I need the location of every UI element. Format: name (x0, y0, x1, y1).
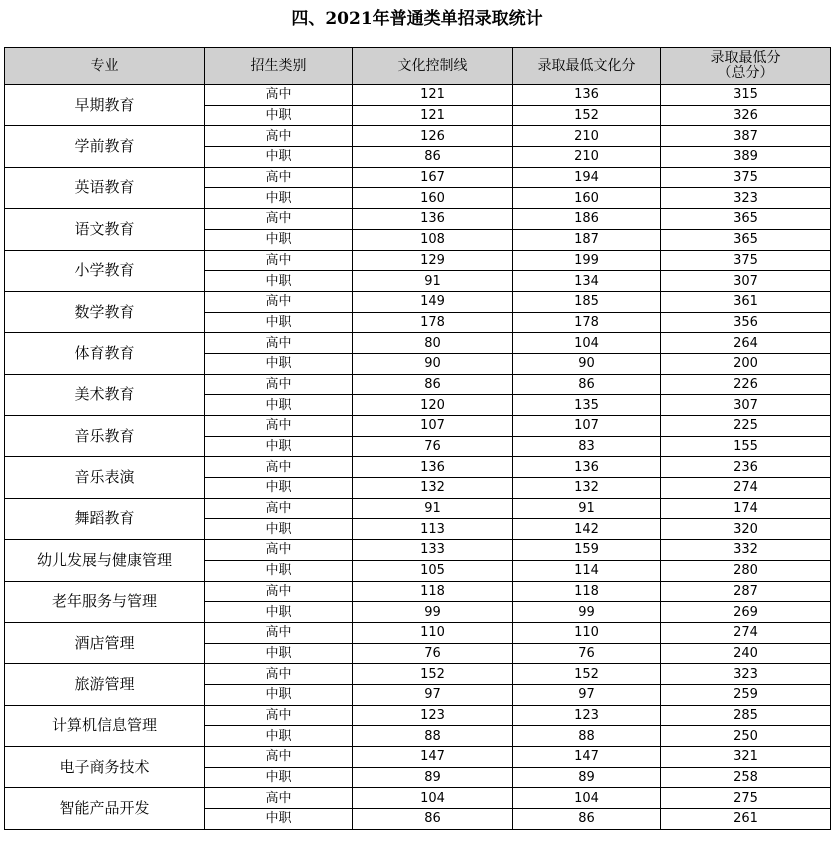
category-cell: 高中 (205, 374, 353, 395)
control-line-cell: 121 (353, 85, 513, 106)
control-line-cell: 160 (353, 188, 513, 209)
header-min-total-line1: 录取最低分 (710, 50, 781, 66)
category-cell: 高中 (205, 457, 353, 478)
control-line-cell: 152 (353, 664, 513, 685)
min-culture-cell: 90 (513, 353, 661, 374)
min-total-cell: 285 (661, 705, 831, 726)
min-total-cell: 307 (661, 395, 831, 416)
control-line-cell: 136 (353, 457, 513, 478)
control-line-cell: 120 (353, 395, 513, 416)
min-total-cell: 389 (661, 147, 831, 168)
min-culture-cell: 194 (513, 167, 661, 188)
min-total-cell: 375 (661, 250, 831, 271)
min-culture-cell: 83 (513, 436, 661, 457)
table-row (5, 498, 831, 519)
control-line-cell: 121 (353, 105, 513, 126)
control-line-cell: 118 (353, 581, 513, 602)
control-line-cell: 86 (353, 809, 513, 830)
min-total-cell: 375 (661, 167, 831, 188)
min-culture-cell: 152 (513, 105, 661, 126)
control-line-cell: 86 (353, 147, 513, 168)
major-cell: 语文教育 (5, 209, 205, 250)
table-body (5, 85, 831, 830)
table-row (5, 622, 831, 643)
min-culture-cell: 135 (513, 395, 661, 416)
min-culture-cell: 132 (513, 478, 661, 499)
min-culture-cell: 86 (513, 809, 661, 830)
min-culture-cell: 159 (513, 540, 661, 561)
table-row (5, 167, 831, 188)
table-row (5, 788, 831, 809)
control-line-cell: 110 (353, 622, 513, 643)
min-total-cell: 264 (661, 333, 831, 354)
category-cell: 高中 (205, 540, 353, 561)
control-line-cell: 91 (353, 271, 513, 292)
header-major: 专业 (5, 48, 205, 85)
category-cell: 中职 (205, 560, 353, 581)
header-min-total (661, 48, 831, 85)
control-line-cell: 108 (353, 229, 513, 250)
control-line-cell: 86 (353, 374, 513, 395)
min-culture-cell: 89 (513, 767, 661, 788)
category-cell: 中职 (205, 726, 353, 747)
control-line-cell: 107 (353, 416, 513, 437)
major-cell: 美术教育 (5, 374, 205, 415)
table-row (5, 705, 831, 726)
min-culture-cell: 107 (513, 416, 661, 437)
min-total-cell: 280 (661, 560, 831, 581)
min-culture-cell: 152 (513, 664, 661, 685)
min-total-cell: 365 (661, 229, 831, 250)
table-row (5, 250, 831, 271)
min-total-cell: 287 (661, 581, 831, 602)
major-cell: 音乐表演 (5, 457, 205, 498)
min-total-cell: 269 (661, 602, 831, 623)
min-total-cell: 258 (661, 767, 831, 788)
table-row (5, 209, 831, 230)
min-culture-cell: 91 (513, 498, 661, 519)
min-culture-cell: 178 (513, 312, 661, 333)
category-cell: 高中 (205, 664, 353, 685)
major-cell: 舞蹈教育 (5, 498, 205, 539)
category-cell: 高中 (205, 416, 353, 437)
table-row (5, 457, 831, 478)
min-total-cell: 225 (661, 416, 831, 437)
category-cell: 中职 (205, 643, 353, 664)
control-line-cell: 80 (353, 333, 513, 354)
min-total-cell: 236 (661, 457, 831, 478)
min-culture-cell: 76 (513, 643, 661, 664)
min-total-cell: 323 (661, 188, 831, 209)
category-cell: 中职 (205, 105, 353, 126)
min-culture-cell: 160 (513, 188, 661, 209)
major-cell: 计算机信息管理 (5, 705, 205, 746)
category-cell: 高中 (205, 581, 353, 602)
control-line-cell: 91 (353, 498, 513, 519)
control-line-cell: 129 (353, 250, 513, 271)
min-total-cell: 315 (661, 85, 831, 106)
control-line-cell: 178 (353, 312, 513, 333)
min-total-cell: 307 (661, 271, 831, 292)
control-line-cell: 97 (353, 684, 513, 705)
min-total-cell: 155 (661, 436, 831, 457)
table-row (5, 374, 831, 395)
control-line-cell: 76 (353, 643, 513, 664)
min-total-cell: 240 (661, 643, 831, 664)
category-cell: 高中 (205, 250, 353, 271)
min-culture-cell: 147 (513, 747, 661, 768)
min-total-cell: 226 (661, 374, 831, 395)
category-cell: 中职 (205, 353, 353, 374)
category-cell: 高中 (205, 333, 353, 354)
table-row (5, 85, 831, 106)
min-culture-cell: 136 (513, 457, 661, 478)
min-total-cell: 275 (661, 788, 831, 809)
control-line-cell: 123 (353, 705, 513, 726)
min-total-cell: 261 (661, 809, 831, 830)
major-cell: 音乐教育 (5, 416, 205, 457)
min-culture-cell: 134 (513, 271, 661, 292)
admission-table (4, 47, 831, 830)
min-culture-cell: 187 (513, 229, 661, 250)
min-total-cell: 387 (661, 126, 831, 147)
min-culture-cell: 185 (513, 291, 661, 312)
control-line-cell: 132 (353, 478, 513, 499)
min-total-cell: 200 (661, 353, 831, 374)
min-total-cell: 365 (661, 209, 831, 230)
min-total-cell: 323 (661, 664, 831, 685)
table-row (5, 747, 831, 768)
header-min-total-line2: （总分） (717, 65, 774, 81)
major-cell: 英语教育 (5, 167, 205, 208)
min-total-cell: 274 (661, 622, 831, 643)
category-cell: 中职 (205, 395, 353, 416)
min-culture-cell: 136 (513, 85, 661, 106)
min-culture-cell: 199 (513, 250, 661, 271)
control-line-cell: 88 (353, 726, 513, 747)
control-line-cell: 133 (353, 540, 513, 561)
category-cell: 高中 (205, 788, 353, 809)
control-line-cell: 90 (353, 353, 513, 374)
header-control-line: 文化控制线 (353, 48, 513, 85)
control-line-cell: 104 (353, 788, 513, 809)
control-line-cell: 99 (353, 602, 513, 623)
table-row (5, 416, 831, 437)
major-cell: 小学教育 (5, 250, 205, 291)
category-cell: 高中 (205, 167, 353, 188)
min-culture-cell: 123 (513, 705, 661, 726)
min-culture-cell: 118 (513, 581, 661, 602)
category-cell: 中职 (205, 684, 353, 705)
major-cell: 体育教育 (5, 333, 205, 374)
min-total-cell: 259 (661, 684, 831, 705)
category-cell: 高中 (205, 498, 353, 519)
min-total-cell: 321 (661, 747, 831, 768)
min-culture-cell: 104 (513, 788, 661, 809)
category-cell: 中职 (205, 271, 353, 292)
min-total-cell: 320 (661, 519, 831, 540)
table-row (5, 540, 831, 561)
control-line-cell: 105 (353, 560, 513, 581)
category-cell: 中职 (205, 478, 353, 499)
table-row (5, 291, 831, 312)
major-cell: 智能产品开发 (5, 788, 205, 829)
header-category: 招生类别 (205, 48, 353, 85)
category-cell: 中职 (205, 602, 353, 623)
min-culture-cell: 86 (513, 374, 661, 395)
control-line-cell: 167 (353, 167, 513, 188)
min-total-cell: 326 (661, 105, 831, 126)
control-line-cell: 76 (353, 436, 513, 457)
min-total-cell: 361 (661, 291, 831, 312)
min-culture-cell: 142 (513, 519, 661, 540)
category-cell: 中职 (205, 229, 353, 250)
min-culture-cell: 110 (513, 622, 661, 643)
category-cell: 中职 (205, 436, 353, 457)
min-culture-cell: 97 (513, 684, 661, 705)
category-cell: 中职 (205, 312, 353, 333)
control-line-cell: 89 (353, 767, 513, 788)
category-cell: 高中 (205, 209, 353, 230)
table-row (5, 126, 831, 147)
min-culture-cell: 99 (513, 602, 661, 623)
min-total-cell: 174 (661, 498, 831, 519)
major-cell: 幼儿发展与健康管理 (5, 540, 205, 581)
category-cell: 中职 (205, 188, 353, 209)
min-total-cell: 250 (661, 726, 831, 747)
min-culture-cell: 210 (513, 147, 661, 168)
major-cell: 学前教育 (5, 126, 205, 167)
min-total-cell: 356 (661, 312, 831, 333)
page-title: 四、2021年普通类单招录取统计 (291, 9, 543, 29)
control-line-cell: 136 (353, 209, 513, 230)
category-cell: 高中 (205, 622, 353, 643)
major-cell: 老年服务与管理 (5, 581, 205, 622)
category-cell: 高中 (205, 291, 353, 312)
category-cell: 高中 (205, 85, 353, 106)
control-line-cell: 149 (353, 291, 513, 312)
min-culture-cell: 210 (513, 126, 661, 147)
header-min-culture: 录取最低文化分 (513, 48, 661, 85)
category-cell: 中职 (205, 767, 353, 788)
min-total-cell: 274 (661, 478, 831, 499)
table-row (5, 581, 831, 602)
table-row (5, 333, 831, 354)
category-cell: 中职 (205, 519, 353, 540)
category-cell: 高中 (205, 126, 353, 147)
min-culture-cell: 114 (513, 560, 661, 581)
category-cell: 中职 (205, 809, 353, 830)
major-cell: 酒店管理 (5, 622, 205, 663)
major-cell: 数学教育 (5, 291, 205, 332)
category-cell: 高中 (205, 705, 353, 726)
control-line-cell: 126 (353, 126, 513, 147)
min-total-cell: 332 (661, 540, 831, 561)
table-header-row (5, 48, 831, 85)
category-cell: 中职 (205, 147, 353, 168)
major-cell: 早期教育 (5, 85, 205, 126)
min-culture-cell: 104 (513, 333, 661, 354)
table-row (5, 664, 831, 685)
control-line-cell: 147 (353, 747, 513, 768)
min-culture-cell: 88 (513, 726, 661, 747)
category-cell: 高中 (205, 747, 353, 768)
min-culture-cell: 186 (513, 209, 661, 230)
control-line-cell: 113 (353, 519, 513, 540)
major-cell: 电子商务技术 (5, 747, 205, 788)
major-cell: 旅游管理 (5, 664, 205, 705)
